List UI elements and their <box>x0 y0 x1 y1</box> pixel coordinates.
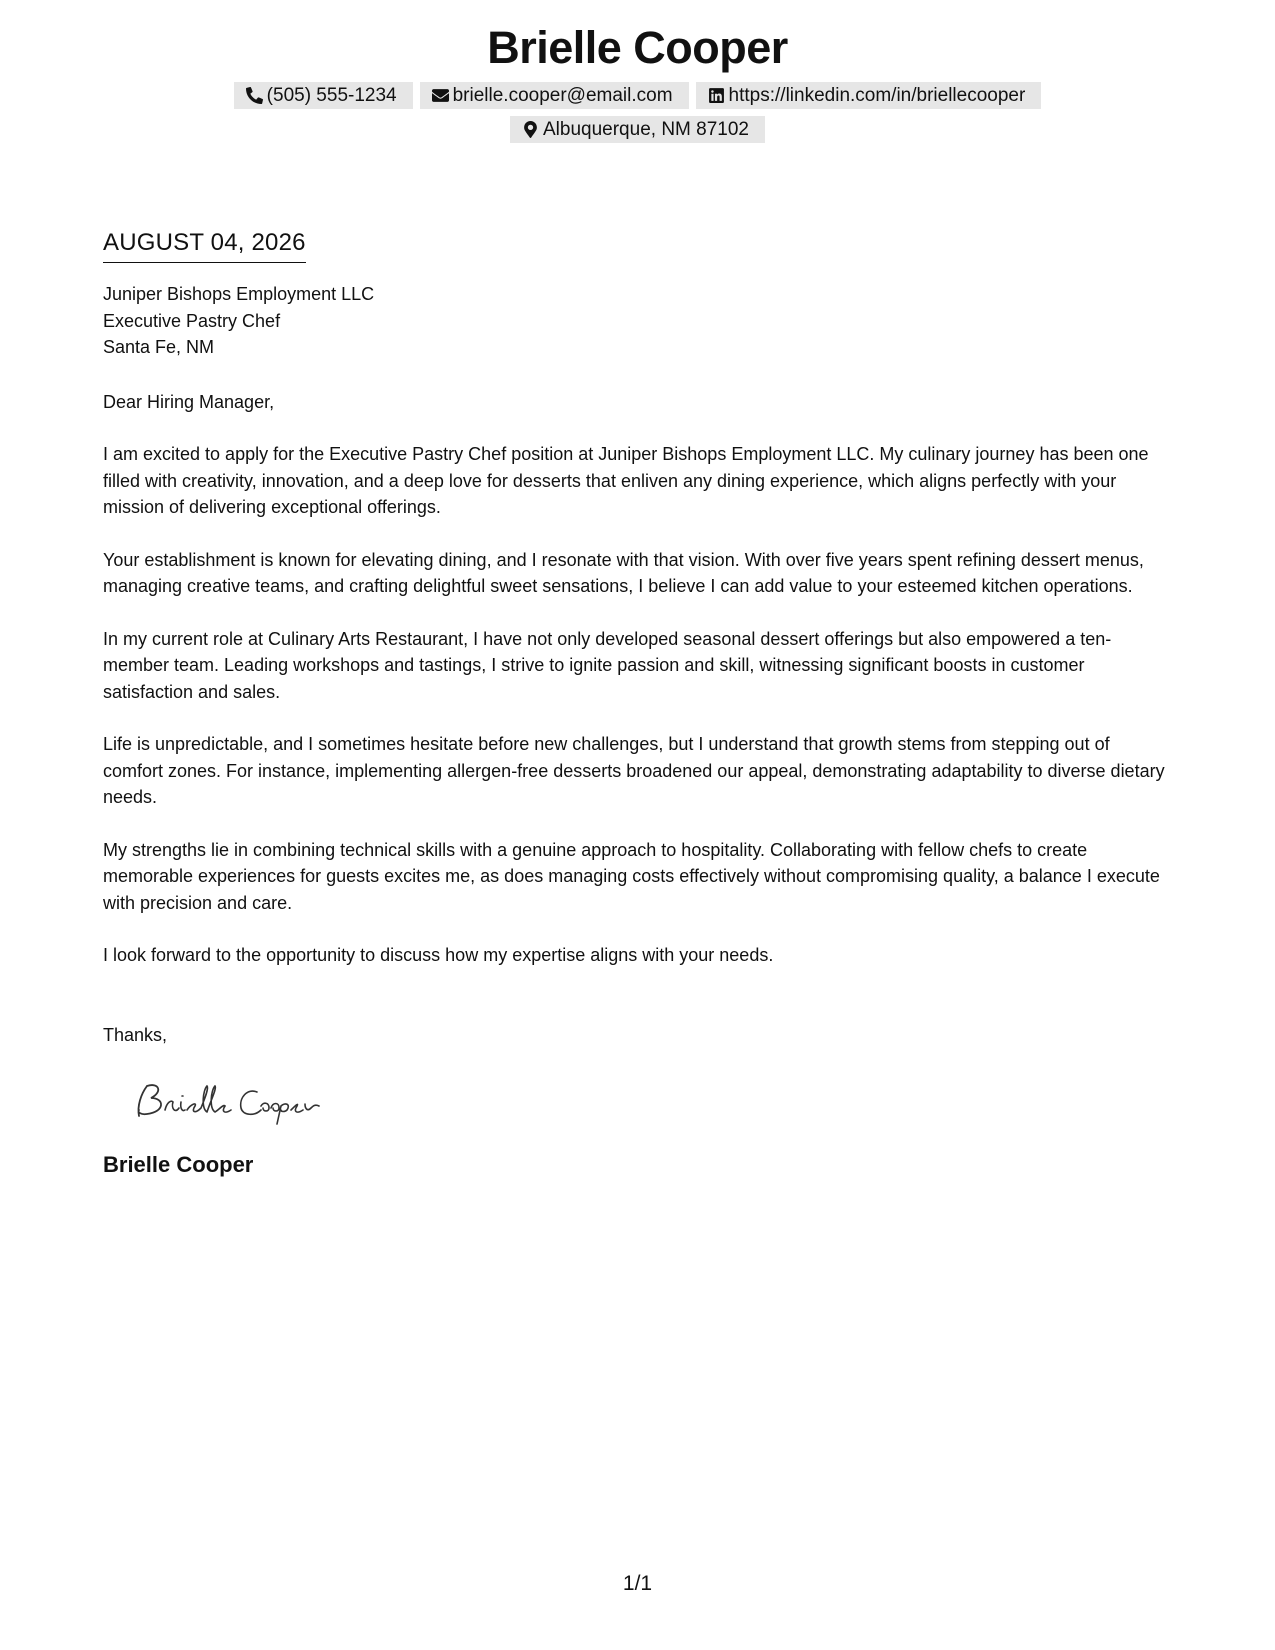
letter-date: AUGUST 04, 2026 <box>103 226 306 263</box>
page-number: 1/1 <box>622 1572 653 1595</box>
letter-body <box>103 226 1173 1180</box>
paragraph: I am excited to apply for the Executive Pastry Chef position at Juniper Bishops Employment LLC. My culinary journey has been one filled with creativity, innovation, and a deep love for desserts that enliven any dining experience, which aligns perfectly with your mission of delivering exceptional offerings. <box>103 444 1149 517</box>
paragraph: In my current role at Culinary Arts Restaurant, I have not only developed seasonal dessert offerings but also empowered a ten-member team. Leading workshops and tastings, I strive to ignite passion and skill, witnessing significant boosts in customer satisfaction and sales. <box>103 628 1112 702</box>
recipient-company: Juniper Bishops Employment LLC <box>103 284 375 304</box>
phone-number: (505) 555-1234 <box>266 85 397 106</box>
letter-header <box>0 18 1275 143</box>
email-address: brielle.cooper@email.com <box>452 85 673 106</box>
linkedin-icon <box>708 87 725 104</box>
signer-name: Brielle Cooper <box>103 1152 254 1177</box>
linkedin-url: https://linkedin.com/in/briellecooper <box>728 85 1026 106</box>
paragraph: My strengths lie in combining technical skills with a genuine approach to hospitality. Collaborating with fellow chefs to create memorable experiences for guests excites me, as does managing costs effectively without compromising quality, a balance I execute with precision and care. <box>103 839 1160 913</box>
location-text: Albuquerque, NM 87102 <box>543 119 749 140</box>
paragraph: Life is unpredictable, and I sometimes hesitate before new challenges, but I understand that growth stems from stepping out of comfort zones. For instance, implementing allergen-free desserts broadened our appeal, demonstrating adaptability to diverse dietary needs. <box>103 734 1165 807</box>
map-pin-icon <box>522 121 539 138</box>
location-chip <box>510 116 765 143</box>
linkedin-chip <box>696 82 1042 109</box>
envelope-icon <box>432 87 449 104</box>
handwritten-signature <box>125 1072 355 1132</box>
recipient-block <box>103 281 1173 361</box>
phone-icon <box>246 87 263 104</box>
contact-row <box>0 82 1275 109</box>
paragraph: Your establishment is known for elevating dining, and I resonate with that vision. With over five years spent refining dessert menus, managing creative teams, and crafting delightful sweet sensations, I believe I can add value to your esteemed kitchen operations. <box>103 549 1144 596</box>
applicant-name: Brielle Cooper <box>487 22 788 73</box>
salutation: Dear Hiring Manager, <box>103 391 275 412</box>
closing: Thanks, <box>103 1024 168 1045</box>
recipient-position: Executive Pastry Chef <box>103 310 281 331</box>
phone-chip <box>234 82 413 109</box>
signature-image <box>125 1072 355 1132</box>
recipient-location: Santa Fe, NM <box>103 337 215 357</box>
email-chip <box>420 82 689 109</box>
paragraph: I look forward to the opportunity to discuss how my expertise aligns with your needs. <box>103 945 774 965</box>
contact-row-location <box>0 116 1275 143</box>
